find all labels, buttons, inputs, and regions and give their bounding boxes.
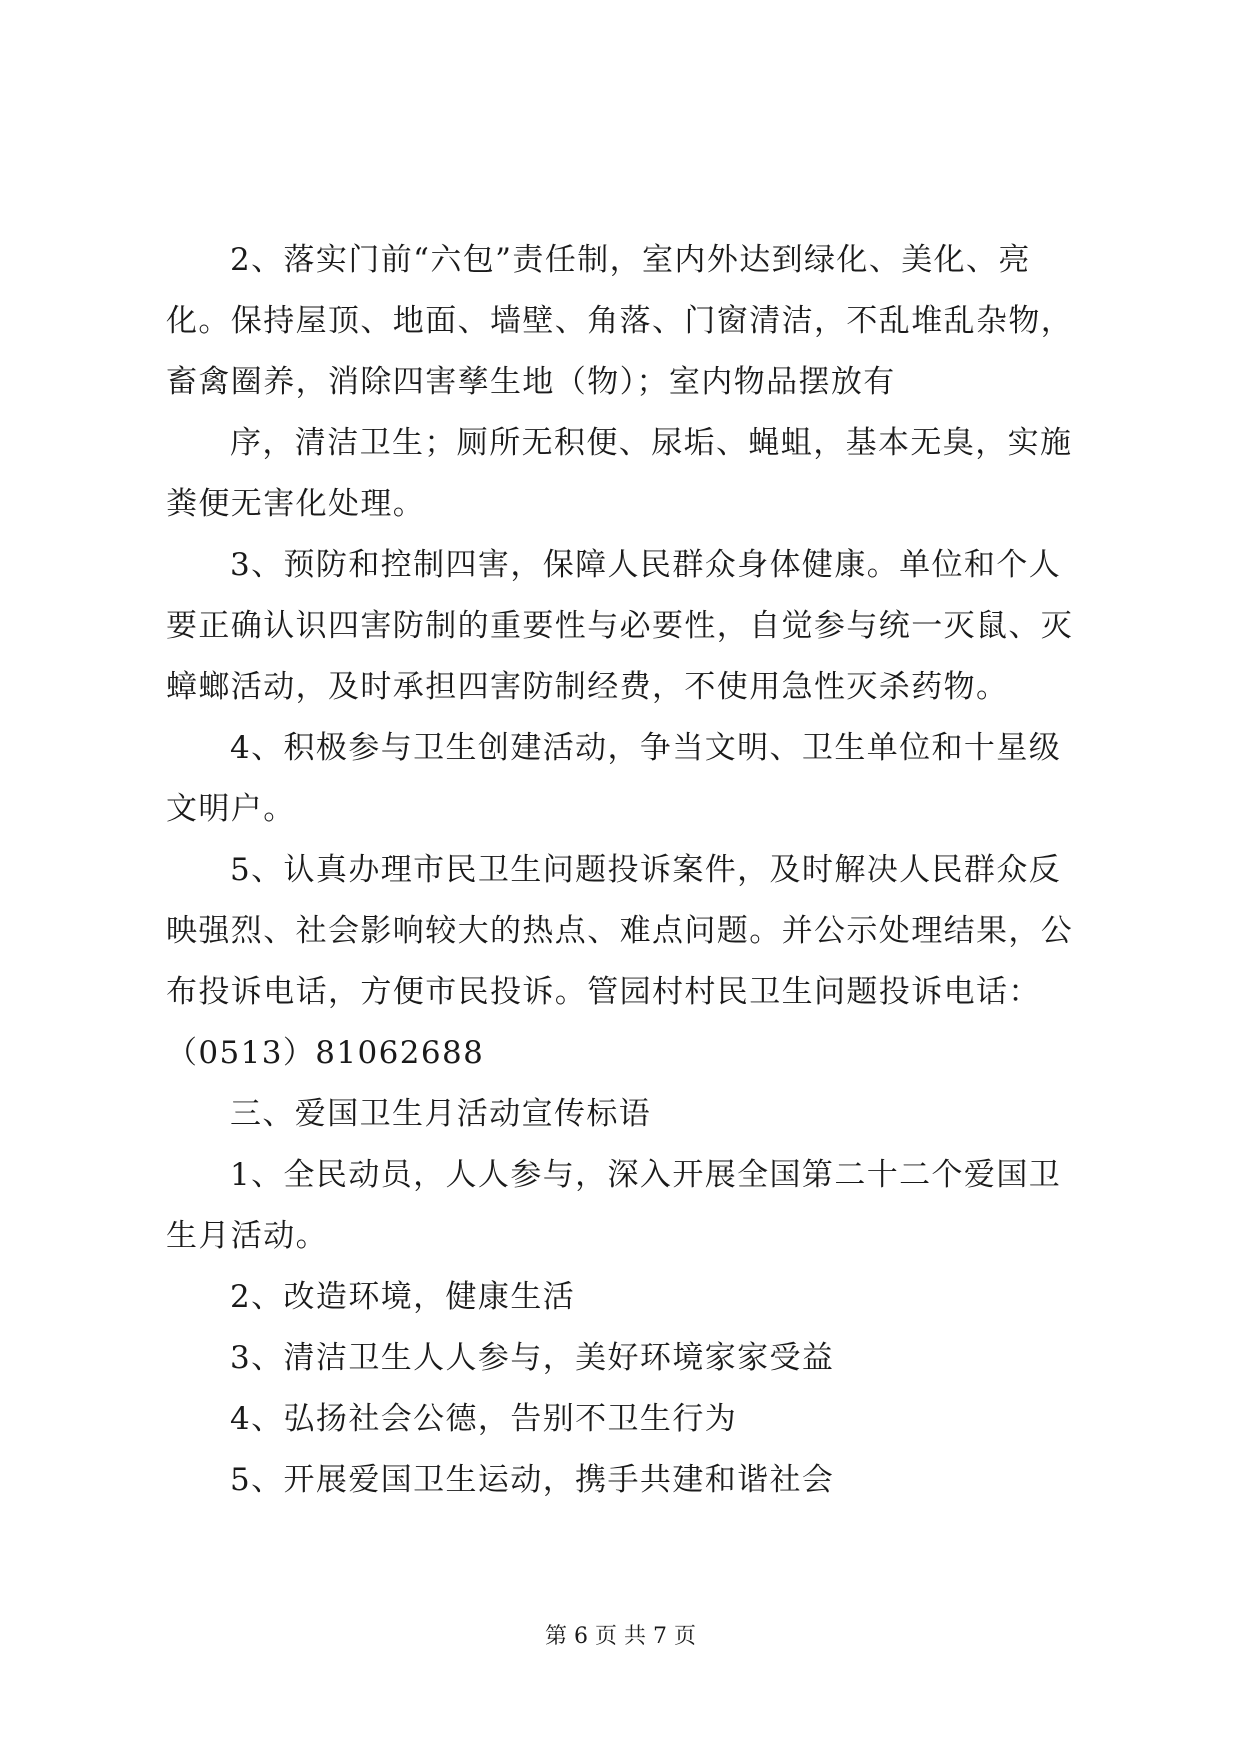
paragraph-line: 布投诉电话，方便市民投诉。管园村村民卫生问题投诉电话： <box>166 974 1041 1010</box>
paragraph-line: 1、全民动员，人人参与，深入开展全国第二十二个爱国卫 <box>230 1157 1062 1193</box>
section-heading: 三、爱国卫生月活动宣传标语 <box>230 1096 652 1132</box>
paragraph-line: （0513）81062688 <box>166 1035 485 1071</box>
paragraph-line: 2、落实门前“六包”责任制，室内外达到绿化、美化、亮 <box>230 242 1031 278</box>
paragraph-line: 5、认真办理市民卫生问题投诉案件，及时解决人民群众反 <box>230 852 1062 888</box>
paragraph-line: 畜禽圈养，消除四害孳生地（物）；室内物品摆放有 <box>166 364 896 400</box>
slogan-line: 5、开展爱国卫生运动，携手共建和谐社会 <box>230 1462 835 1498</box>
paragraph-line: 文明户。 <box>166 791 296 827</box>
slogan-line: 2、改造环境，健康生活 <box>230 1279 576 1315</box>
paragraph-line: 序，清洁卫生；厕所无积便、尿垢、蝇蛆，基本无臭，实施 <box>230 425 1073 461</box>
paragraph-line: 3、预防和控制四害，保障人民群众身体健康。单位和个人 <box>230 547 1062 583</box>
paragraph-line: 映强烈、社会影响较大的热点、难点问题。并公示处理结果，公 <box>166 913 1074 949</box>
page-footer: 第 6 页 共 7 页 <box>545 1624 696 1649</box>
slogan-line: 4、弘扬社会公德，告别不卫生行为 <box>230 1401 738 1437</box>
paragraph-line: 4、积极参与卫生创建活动，争当文明、卫生单位和十星级 <box>230 730 1062 766</box>
slogan-line: 3、清洁卫生人人参与，美好环境家家受益 <box>230 1340 835 1376</box>
paragraph-line: 要正确认识四害防制的重要性与必要性，自觉参与统一灭鼠、灭 <box>166 608 1074 644</box>
paragraph-line: 化。保持屋顶、地面、墙壁、角落、门窗清洁，不乱堆乱杂物， <box>166 303 1074 339</box>
paragraph-line: 蟑螂活动，及时承担四害防制经费，不使用急性灭杀药物。 <box>166 669 1009 705</box>
paragraph-line: 生月活动。 <box>166 1218 328 1254</box>
paragraph-line: 粪便无害化处理。 <box>166 486 426 522</box>
